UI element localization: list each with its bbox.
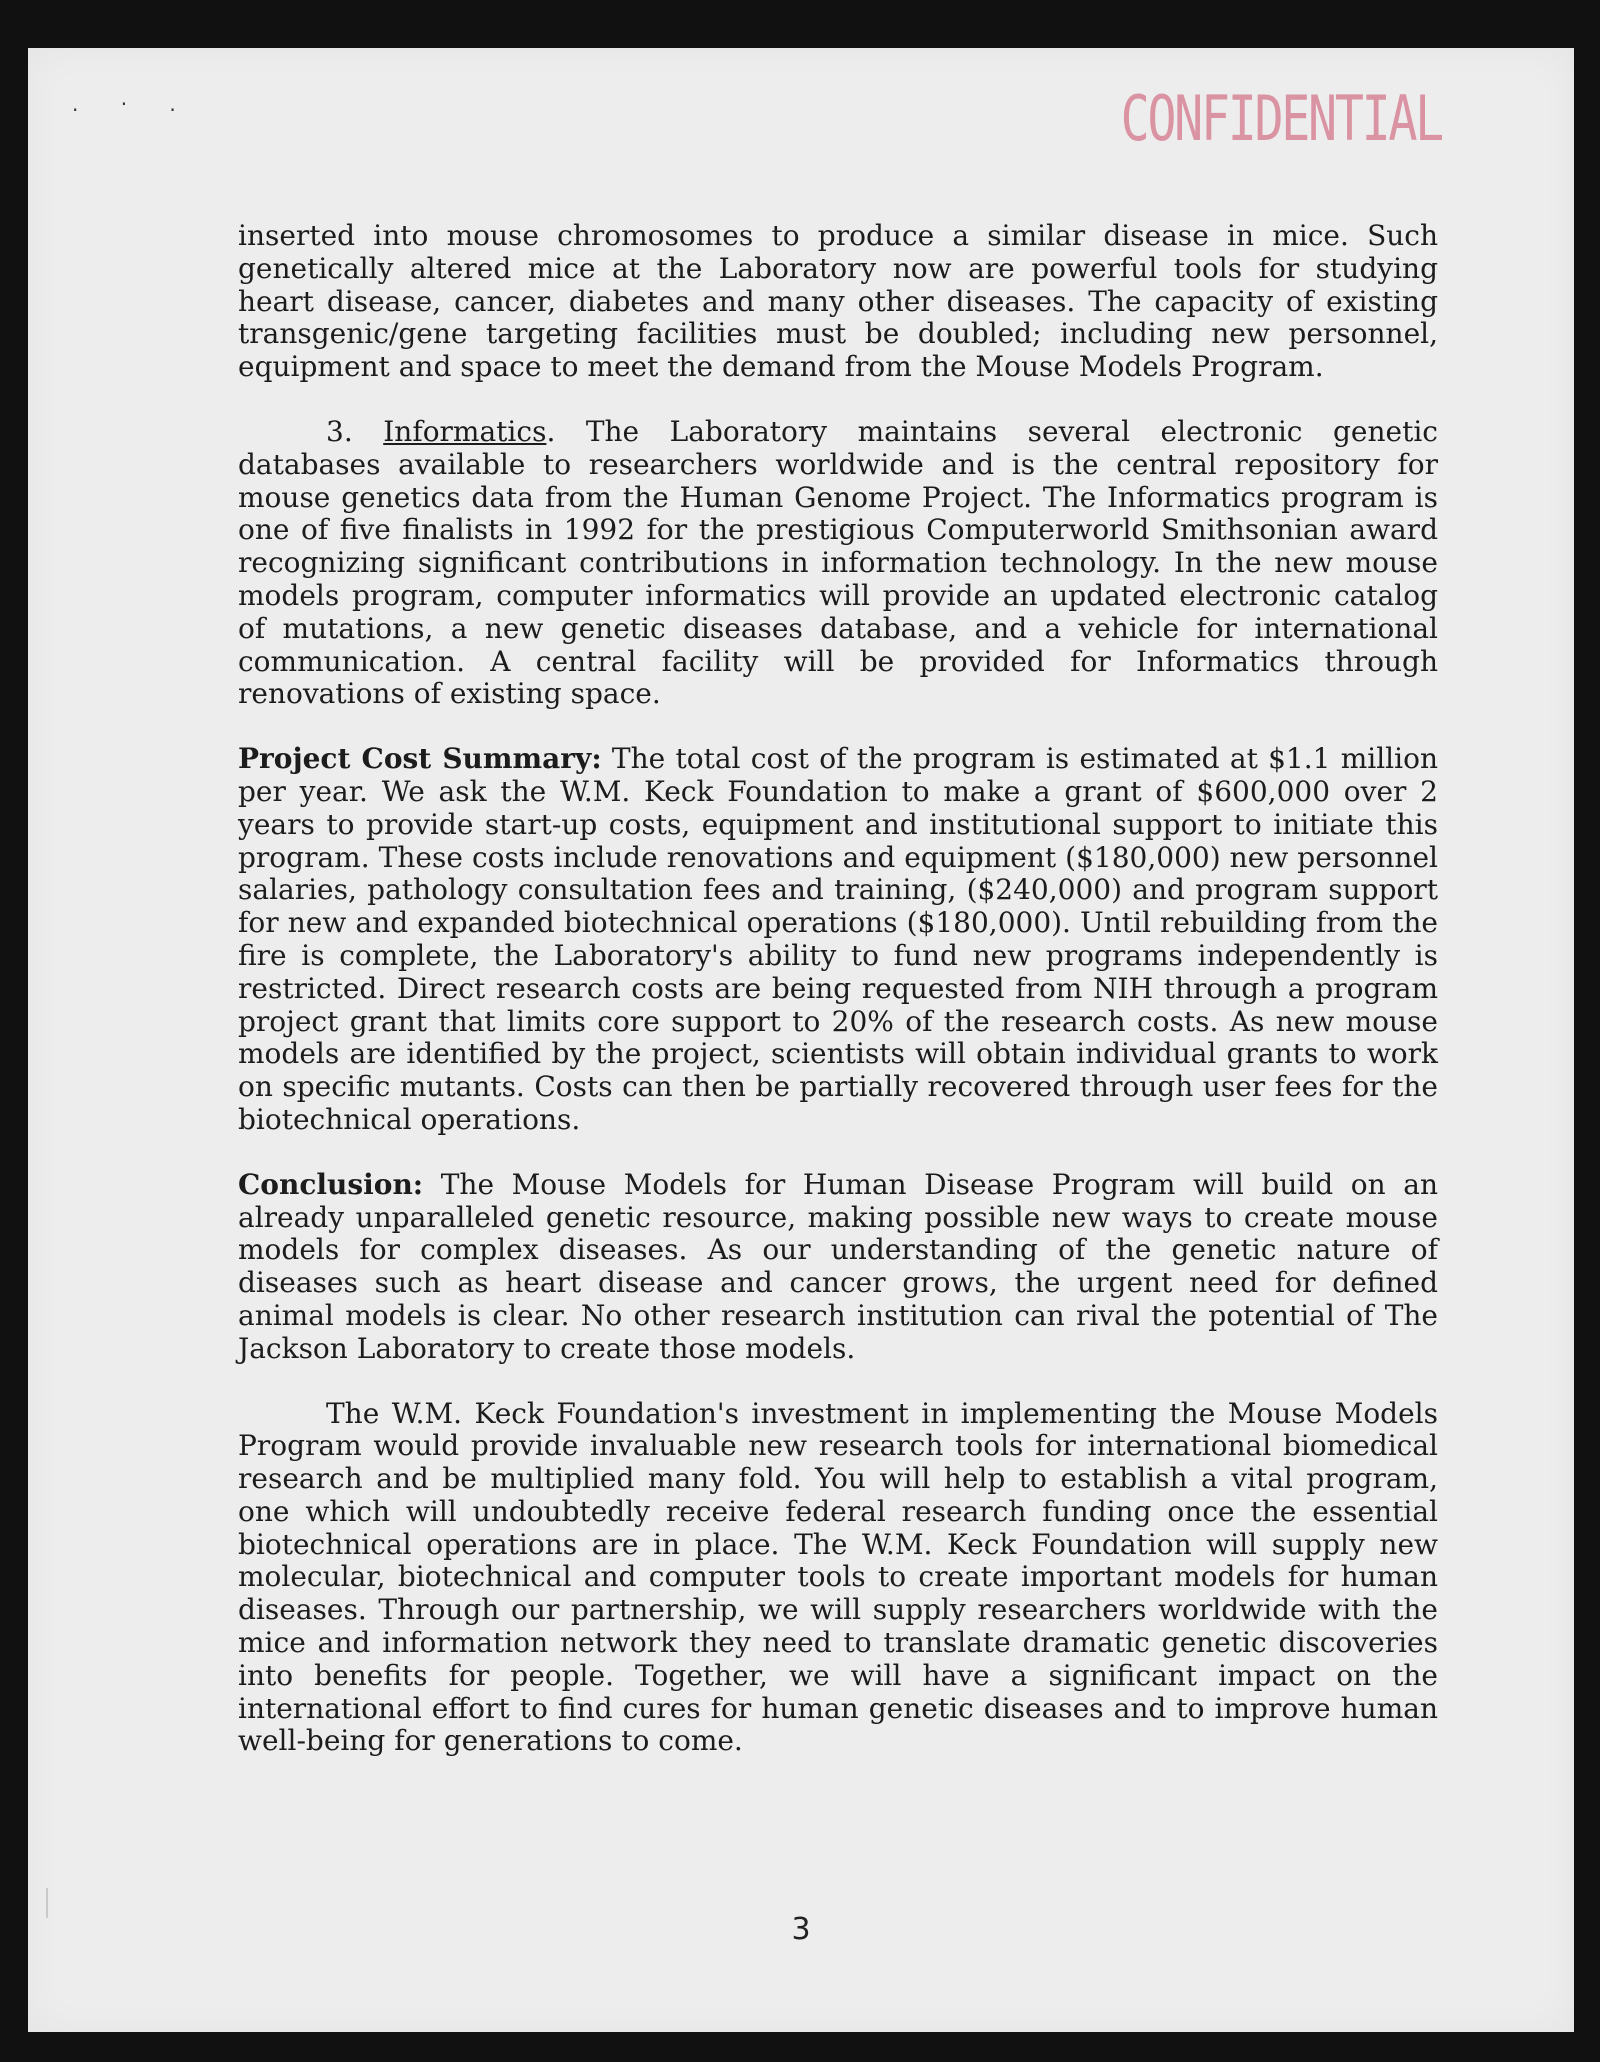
paragraph-conclusion bbox=[238, 1169, 1438, 1366]
scan-edge-mark bbox=[46, 1888, 48, 1918]
paragraph-transgenic: inserted into mouse chromosomes to produce a similar disease in mice. Such genetically altered mice at the Laboratory now are powerful tools for studying heart disease, cancer, diabetes and many other diseases. The capacity of existing transgenic/gene targeting facilities must be doubled; including new personnel, equipment and space to meet the demand from the Mouse Models Program. bbox=[238, 219, 1438, 384]
paragraph-project-cost bbox=[238, 743, 1438, 1137]
paper-sheet bbox=[28, 48, 1574, 2032]
project-cost-heading: Project Cost Summary: bbox=[238, 742, 602, 776]
informatics-number: 3. bbox=[326, 414, 353, 448]
paragraph-keck-investment: The W.M. Keck Foundation's investment in implementing the Mouse Models Program would provide invaluable new research tools for international biomedical research and be multiplied many fold. You will help to establish a vital program, one which will undoubtedly receive federal research funding once the essential biotechnical operations are in place. The W.M. Keck Foundation will supply new molecular, biotechnical and computer tools to create important models for human diseases. Through our partnership, we will supply researchers worldwide with the mice and information network they need to translate dramatic genetic discoveries into benefits for people. Together, we will have a significant impact on the international effort to find cures for human genetic diseases and to improve human well-being for generations to come. bbox=[238, 1396, 1438, 1758]
conclusion-text: The Mouse Models for Human Disease Program will build on an already unparalleled genetic resource, making possible new ways to create mouse models for complex diseases. As our understanding of the genetic nature of diseases such as heart disease and cancer grows, the urgent need for defined animal models is clear. No other research institution can rival the potential of The Jackson Laboratory to create those models. bbox=[238, 1167, 1438, 1365]
conclusion-heading: Conclusion: bbox=[238, 1167, 424, 1201]
document-body bbox=[238, 220, 1438, 1790]
paragraph-informatics bbox=[238, 416, 1438, 711]
informatics-text: . The Laboratory maintains several electronic genetic databases available to researchers worldwide and is the central repository for mouse genetics data from the Human Genome Project. The Informatics program is one of five finalists in 1992 for the prestigious Computerworld Smithsonian award recognizing significant contributions in information technology. In the new mouse models program, computer informatics will provide an updated electronic catalog of mutations, a new genetic diseases database, and a vehicle for international communication. A central facility will be provided for Informatics through renovations of existing space. bbox=[238, 414, 1438, 711]
page-number: 3 bbox=[791, 1912, 811, 1947]
informatics-heading: Informatics bbox=[383, 414, 547, 448]
scan-specks: . · . bbox=[72, 92, 194, 116]
project-cost-text: The total cost of the program is estimated at $1.1 million per year. We ask the W.M. Keck Foundation to make a grant of $600,000 over 2 years to provide start-up costs, equipment and institutional support to initiate this program. These costs include renovations and equipment ($180,000) new personnel salaries, pathology consultation fees and training, ($240,000) and program support for new and expanded biotechnical operations ($180,000). Until rebuilding from the fire is complete, the Laboratory's ability to fund new programs independently is restricted. Direct research costs are being requested from NIH through a program project grant that limits core support to 20% of the research costs. As new mouse models are identified by the project, scientists will obtain individual grants to work on specific mutants. Costs can then be partially recovered through user fees for the biotechnical operations. bbox=[238, 742, 1438, 1136]
confidential-stamp: CONFIDENTIAL bbox=[1120, 82, 1442, 155]
